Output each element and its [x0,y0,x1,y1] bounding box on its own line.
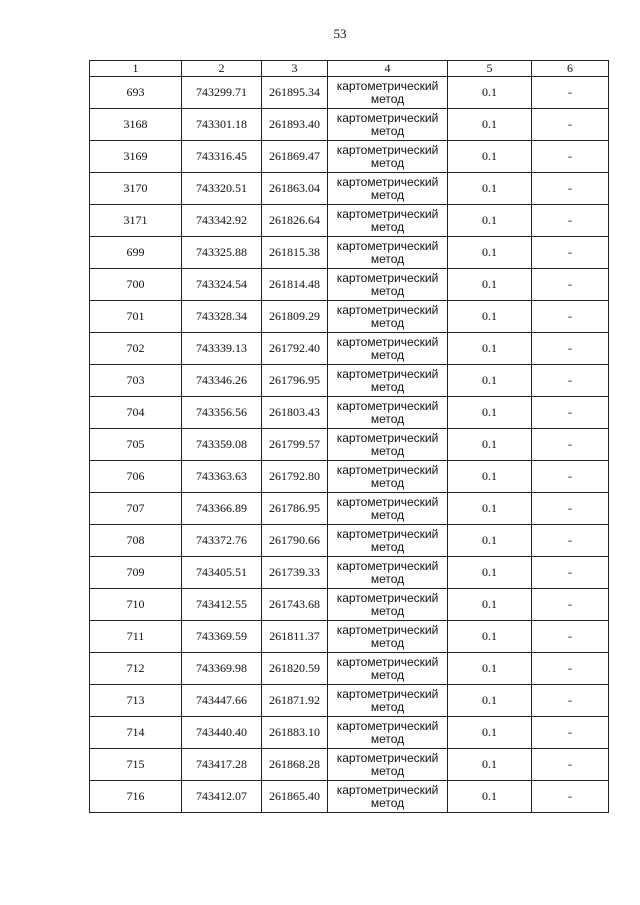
y-coordinate-cell: 261815.38 [262,237,328,269]
method-line-2: метод [370,219,405,234]
method-line-1: картометрический [336,622,439,637]
y-coordinate-cell: 261796.95 [262,365,328,397]
method-cell [328,461,448,493]
column-header: 5 [448,61,532,77]
x-coordinate-cell: 743412.55 [182,589,262,621]
y-coordinate-cell: 261811.37 [262,621,328,653]
y-coordinate-cell: 261792.40 [262,333,328,365]
point-number-cell: 701 [90,301,182,333]
table-body [90,77,609,813]
table-row [90,429,609,461]
y-coordinate-cell: 261792.80 [262,461,328,493]
note-cell: - [532,749,609,781]
x-coordinate-cell: 743447.66 [182,685,262,717]
method-cell [328,717,448,749]
note-cell: - [532,269,609,301]
x-coordinate-cell: 743366.89 [182,493,262,525]
method-line-1: картометрический [336,398,439,413]
table-row [90,781,609,813]
table-header-row [90,61,609,77]
accuracy-cell: 0.1 [448,333,532,365]
table-row [90,141,609,173]
method-line-2: метод [370,475,405,490]
method-cell [328,109,448,141]
point-number-cell: 693 [90,77,182,109]
y-coordinate-cell: 261803.43 [262,397,328,429]
point-number-cell: 707 [90,493,182,525]
accuracy-cell: 0.1 [448,589,532,621]
point-number-cell: 702 [90,333,182,365]
y-coordinate-cell: 261868.28 [262,749,328,781]
method-line-1: картометрический [336,718,439,733]
x-coordinate-cell: 743324.54 [182,269,262,301]
method-line-2: метод [370,123,405,138]
x-coordinate-cell: 743359.08 [182,429,262,461]
method-line-1: картометрический [336,686,439,701]
note-cell: - [532,109,609,141]
note-cell: - [532,461,609,493]
accuracy-cell: 0.1 [448,397,532,429]
y-coordinate-cell: 261814.48 [262,269,328,301]
method-cell [328,237,448,269]
table-row [90,77,609,109]
point-number-cell: 703 [90,365,182,397]
method-line-2: метод [370,539,405,554]
note-cell: - [532,237,609,269]
method-line-1: картометрический [336,430,439,445]
method-line-1: картометрический [336,590,439,605]
y-coordinate-cell: 261809.29 [262,301,328,333]
accuracy-cell: 0.1 [448,237,532,269]
method-cell [328,685,448,717]
note-cell: - [532,173,609,205]
method-line-1: картометрический [336,334,439,349]
method-line-1: картометрический [336,206,439,221]
method-line-1: картометрический [336,78,439,93]
table-row [90,685,609,717]
method-line-2: метод [370,251,405,266]
method-line-1: картометрический [336,782,439,797]
method-line-2: метод [370,347,405,362]
method-line-2: метод [370,571,405,586]
method-line-2: метод [370,443,405,458]
accuracy-cell: 0.1 [448,685,532,717]
method-cell [328,301,448,333]
point-number-cell: 704 [90,397,182,429]
x-coordinate-cell: 743440.40 [182,717,262,749]
accuracy-cell: 0.1 [448,781,532,813]
method-cell [328,781,448,813]
method-cell [328,173,448,205]
accuracy-cell: 0.1 [448,557,532,589]
x-coordinate-cell: 743325.88 [182,237,262,269]
note-cell: - [532,77,609,109]
column-header: 2 [182,61,262,77]
accuracy-cell: 0.1 [448,205,532,237]
method-line-2: метод [370,507,405,522]
note-cell: - [532,333,609,365]
x-coordinate-cell: 743346.26 [182,365,262,397]
method-line-2: метод [370,187,405,202]
point-number-cell: 705 [90,429,182,461]
method-line-1: картометрический [336,270,439,285]
method-cell [328,621,448,653]
point-number-cell: 3168 [90,109,182,141]
table-row [90,589,609,621]
note-cell: - [532,557,609,589]
note-cell: - [532,493,609,525]
accuracy-cell: 0.1 [448,749,532,781]
y-coordinate-cell: 261820.59 [262,653,328,685]
accuracy-cell: 0.1 [448,461,532,493]
method-line-1: картометрический [336,654,439,669]
x-coordinate-cell: 743412.07 [182,781,262,813]
method-cell [328,205,448,237]
column-header: 4 [328,61,448,77]
method-line-2: метод [370,635,405,650]
method-cell [328,493,448,525]
note-cell: - [532,301,609,333]
table-row [90,109,609,141]
accuracy-cell: 0.1 [448,77,532,109]
method-line-2: метод [370,411,405,426]
note-cell: - [532,429,609,461]
column-header: 3 [262,61,328,77]
x-coordinate-cell: 743342.92 [182,205,262,237]
note-cell: - [532,685,609,717]
table-row [90,397,609,429]
accuracy-cell: 0.1 [448,141,532,173]
x-coordinate-cell: 743363.63 [182,461,262,493]
point-number-cell: 706 [90,461,182,493]
note-cell: - [532,365,609,397]
note-cell: - [532,621,609,653]
y-coordinate-cell: 261869.47 [262,141,328,173]
y-coordinate-cell: 261895.34 [262,77,328,109]
table-row [90,269,609,301]
method-line-2: метод [370,91,405,106]
method-cell [328,557,448,589]
point-number-cell: 710 [90,589,182,621]
accuracy-cell: 0.1 [448,301,532,333]
point-number-cell: 716 [90,781,182,813]
column-header: 1 [90,61,182,77]
method-line-2: метод [370,379,405,394]
point-number-cell: 714 [90,717,182,749]
method-line-1: картометрический [336,558,439,573]
y-coordinate-cell: 261826.64 [262,205,328,237]
point-number-cell: 3171 [90,205,182,237]
table-row [90,493,609,525]
method-line-1: картометрический [336,462,439,477]
method-line-2: метод [370,795,405,810]
y-coordinate-cell: 261786.95 [262,493,328,525]
method-cell [328,269,448,301]
x-coordinate-cell: 743372.76 [182,525,262,557]
table-row [90,653,609,685]
x-coordinate-cell: 743369.59 [182,621,262,653]
method-line-1: картометрический [336,142,439,157]
accuracy-cell: 0.1 [448,173,532,205]
note-cell: - [532,781,609,813]
x-coordinate-cell: 743405.51 [182,557,262,589]
y-coordinate-cell: 261743.68 [262,589,328,621]
table-row [90,621,609,653]
x-coordinate-cell: 743320.51 [182,173,262,205]
method-line-1: картометрический [336,110,439,125]
method-line-2: метод [370,699,405,714]
method-cell [328,141,448,173]
table-row [90,525,609,557]
method-line-2: метод [370,155,405,170]
method-line-1: картометрический [336,302,439,317]
page-number: 53 [333,26,347,41]
method-cell [328,397,448,429]
table-row [90,365,609,397]
point-number-cell: 712 [90,653,182,685]
accuracy-cell: 0.1 [448,109,532,141]
table-row [90,301,609,333]
x-coordinate-cell: 743328.34 [182,301,262,333]
x-coordinate-cell: 743299.71 [182,77,262,109]
y-coordinate-cell: 261893.40 [262,109,328,141]
method-line-1: картометрический [336,750,439,765]
table-row [90,557,609,589]
accuracy-cell: 0.1 [448,653,532,685]
point-number-cell: 699 [90,237,182,269]
y-coordinate-cell: 261739.33 [262,557,328,589]
accuracy-cell: 0.1 [448,269,532,301]
x-coordinate-cell: 743301.18 [182,109,262,141]
method-cell [328,653,448,685]
method-line-2: метод [370,283,405,298]
method-line-2: метод [370,667,405,682]
table-row [90,749,609,781]
table-row [90,173,609,205]
y-coordinate-cell: 261863.04 [262,173,328,205]
accuracy-cell: 0.1 [448,429,532,461]
accuracy-cell: 0.1 [448,493,532,525]
method-line-1: картометрический [336,174,439,189]
note-cell: - [532,653,609,685]
x-coordinate-cell: 743417.28 [182,749,262,781]
accuracy-cell: 0.1 [448,525,532,557]
x-coordinate-cell: 743369.98 [182,653,262,685]
table-row [90,205,609,237]
x-coordinate-cell: 743316.45 [182,141,262,173]
point-number-cell: 709 [90,557,182,589]
note-cell: - [532,525,609,557]
y-coordinate-cell: 261799.57 [262,429,328,461]
method-line-2: метод [370,315,405,330]
method-cell [328,77,448,109]
method-line-2: метод [370,731,405,746]
point-number-cell: 715 [90,749,182,781]
y-coordinate-cell: 261883.10 [262,717,328,749]
point-number-cell: 713 [90,685,182,717]
method-line-1: картометрический [336,238,439,253]
method-cell [328,333,448,365]
note-cell: - [532,141,609,173]
table-row [90,237,609,269]
method-cell [328,749,448,781]
point-number-cell: 711 [90,621,182,653]
x-coordinate-cell: 743356.56 [182,397,262,429]
table-row [90,333,609,365]
point-number-cell: 3169 [90,141,182,173]
y-coordinate-cell: 261865.40 [262,781,328,813]
method-line-2: метод [370,603,405,618]
column-header: 6 [532,61,609,77]
coordinates-table [89,60,609,813]
point-number-cell: 3170 [90,173,182,205]
method-line-1: картометрический [336,526,439,541]
note-cell: - [532,717,609,749]
note-cell: - [532,589,609,621]
table-row [90,461,609,493]
method-line-1: картометрический [336,494,439,509]
method-line-2: метод [370,763,405,778]
accuracy-cell: 0.1 [448,365,532,397]
method-cell [328,429,448,461]
accuracy-cell: 0.1 [448,717,532,749]
y-coordinate-cell: 261871.92 [262,685,328,717]
y-coordinate-cell: 261790.66 [262,525,328,557]
note-cell: - [532,397,609,429]
x-coordinate-cell: 743339.13 [182,333,262,365]
note-cell: - [532,205,609,237]
table-row [90,717,609,749]
point-number-cell: 708 [90,525,182,557]
point-number-cell: 700 [90,269,182,301]
method-line-1: картометрический [336,366,439,381]
method-cell [328,525,448,557]
accuracy-cell: 0.1 [448,621,532,653]
method-cell [328,589,448,621]
method-cell [328,365,448,397]
